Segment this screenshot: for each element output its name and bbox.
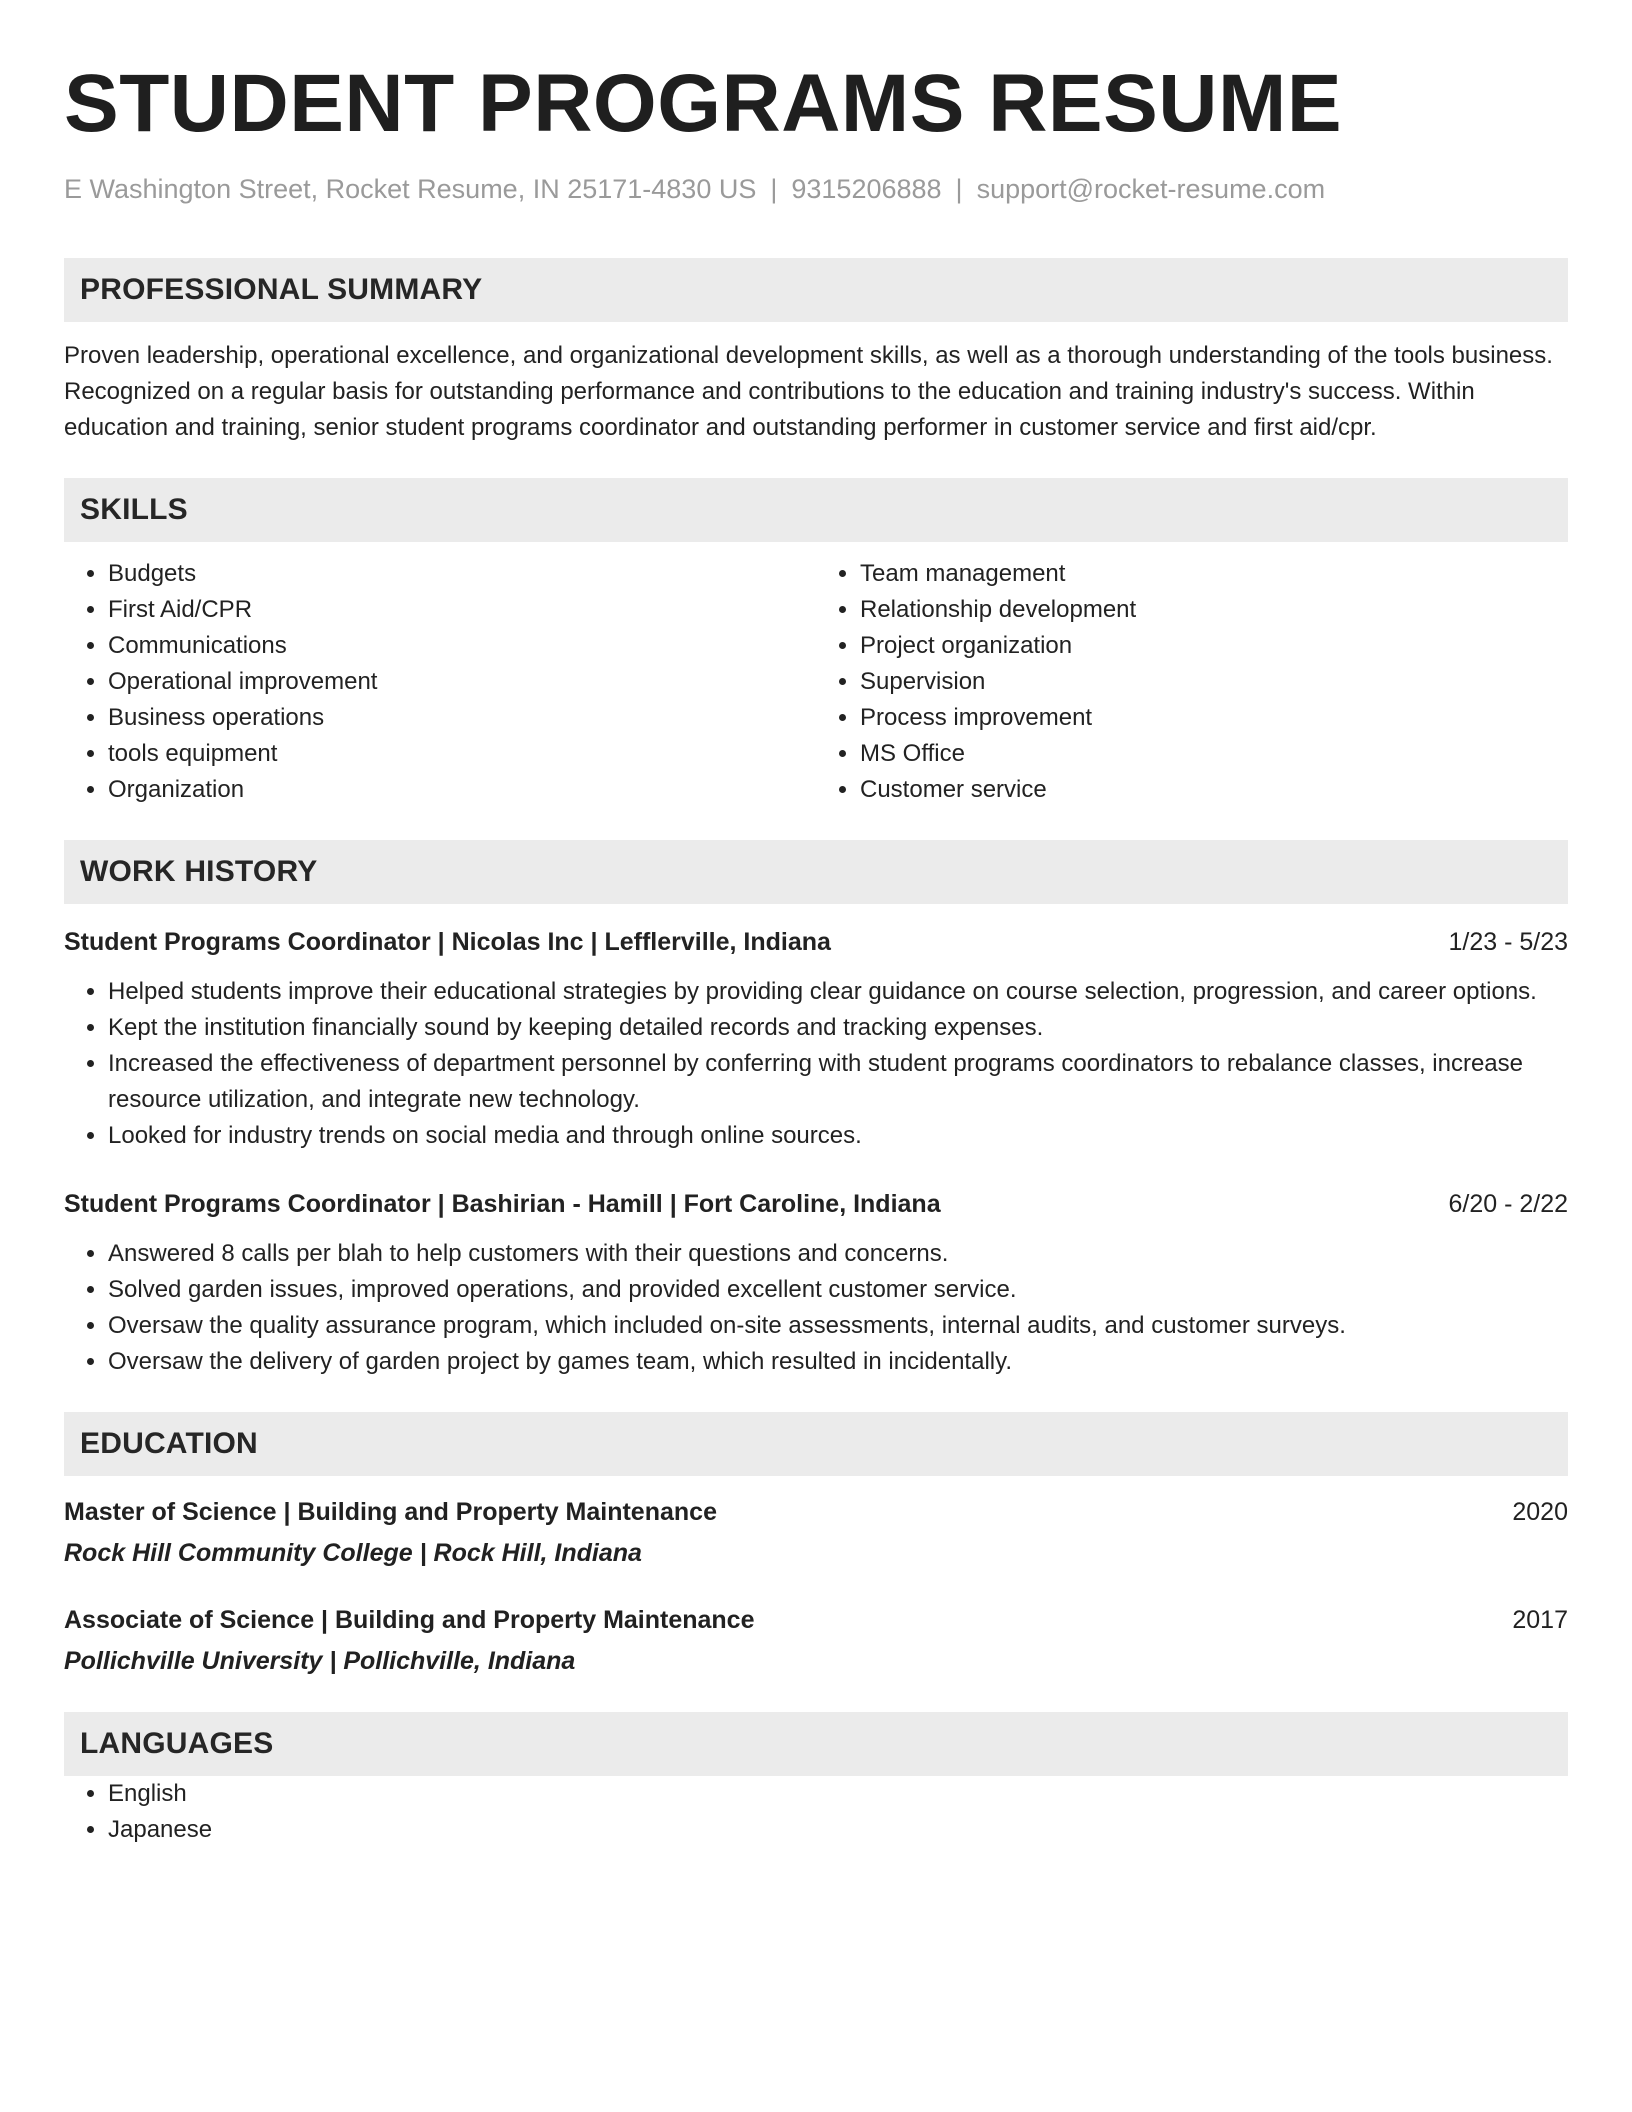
job-bullet: • Increased the effectiveness of department personnel by conferring with student programs coordinators to rebalance classes, increase resource utilization, and integrate new technology. bbox=[108, 1046, 1568, 1118]
work-section bbox=[64, 840, 1568, 1380]
language-item: • Japanese bbox=[108, 1812, 1568, 1848]
summary-heading: PROFESSIONAL SUMMARY bbox=[64, 258, 1568, 322]
job-dates: 1/23 - 5/23 bbox=[1448, 928, 1568, 956]
job-bullet: • Oversaw the quality assurance program, which included on-site assessments, internal audits, and customer surveys. bbox=[108, 1308, 1568, 1344]
education-school: Rock Hill Community College | Rock Hill, Indiana bbox=[64, 1539, 642, 1567]
skill-item: • Organization bbox=[108, 772, 816, 808]
education-year: 2020 bbox=[1512, 1498, 1568, 1526]
skill-item: • Relationship development bbox=[860, 592, 1568, 628]
job-entry bbox=[64, 1186, 1568, 1380]
skills-list-right bbox=[816, 556, 1568, 808]
resume-title: STUDENT PROGRAMS RESUME bbox=[64, 58, 1343, 149]
job-bullet: • Helped students improve their educational strategies by providing clear guidance on course selection, progression, and career options. bbox=[108, 974, 1568, 1010]
job-dates: 6/20 - 2/22 bbox=[1448, 1190, 1568, 1218]
languages-section bbox=[64, 1712, 1568, 1848]
skill-item: • Communications bbox=[108, 628, 816, 664]
job-bullet: • Kept the institution financially sound by keeping detailed records and tracking expenses. bbox=[108, 1010, 1568, 1046]
skill-item: • tools equipment bbox=[108, 736, 816, 772]
skill-item: • Operational improvement bbox=[108, 664, 816, 700]
job-header bbox=[64, 1186, 1568, 1222]
language-item: • English bbox=[108, 1776, 1568, 1812]
languages-heading: LANGUAGES bbox=[64, 1712, 1568, 1776]
job-bullet: • Solved garden issues, improved operations, and provided excellent customer service. bbox=[108, 1272, 1568, 1308]
skills-grid bbox=[64, 556, 1568, 808]
education-year: 2017 bbox=[1512, 1606, 1568, 1634]
skill-item: • Customer service bbox=[860, 772, 1568, 808]
job-bullet: • Answered 8 calls per blah to help customers with their questions and concerns. bbox=[108, 1236, 1568, 1272]
skill-item: • Business operations bbox=[108, 700, 816, 736]
summary-section bbox=[64, 258, 1568, 446]
job-header bbox=[64, 924, 1568, 960]
job-bullets bbox=[64, 1236, 1568, 1380]
skill-item: • Supervision bbox=[860, 664, 1568, 700]
skills-list-left bbox=[64, 556, 816, 808]
skill-item: • Project organization bbox=[860, 628, 1568, 664]
job-bullets bbox=[64, 974, 1568, 1154]
contact-separator: | bbox=[770, 174, 778, 204]
contact-phone: 9315206888 bbox=[791, 174, 942, 204]
education-degree: Associate of Science | Building and Property Maintenance bbox=[64, 1606, 755, 1634]
skill-item: • Team management bbox=[860, 556, 1568, 592]
skills-section bbox=[64, 478, 1568, 808]
skills-heading: SKILLS bbox=[64, 478, 1568, 542]
contact-separator: | bbox=[955, 174, 963, 204]
job-entry bbox=[64, 924, 1568, 1154]
education-header bbox=[64, 1602, 1568, 1638]
contact-address: E Washington Street, Rocket Resume, IN 25171-4830 US bbox=[64, 174, 757, 204]
job-bullet: • Looked for industry trends on social media and through online sources. bbox=[108, 1118, 1568, 1154]
education-entry bbox=[64, 1602, 1568, 1680]
contact-email: support@rocket-resume.com bbox=[976, 174, 1326, 204]
education-section bbox=[64, 1412, 1568, 1680]
education-degree: Master of Science | Building and Property Maintenance bbox=[64, 1498, 717, 1526]
education-header bbox=[64, 1494, 1568, 1530]
resume-page bbox=[64, 56, 1568, 1848]
job-title: Student Programs Coordinator | Nicolas Inc | Lefflerville, Indiana bbox=[64, 928, 831, 956]
skill-item: • MS Office bbox=[860, 736, 1568, 772]
education-heading: EDUCATION bbox=[64, 1412, 1568, 1476]
job-bullet: • Oversaw the delivery of garden project by games team, which resulted in incidentally. bbox=[108, 1344, 1568, 1380]
contact-line bbox=[64, 172, 1568, 206]
skill-item: • Process improvement bbox=[860, 700, 1568, 736]
skill-item: • First Aid/CPR bbox=[108, 592, 816, 628]
summary-text: Proven leadership, operational excellence, and organizational development skills, as well as a thorough understanding of the tools business. Recognized on a regular basis for outstanding performance and contributions to the education and training industry's success. Within education and training, senior student programs coordinator and outstanding performer in customer service and first aid/cpr. bbox=[64, 342, 1553, 441]
skill-item: • Budgets bbox=[108, 556, 816, 592]
education-entry bbox=[64, 1494, 1568, 1572]
job-title: Student Programs Coordinator | Bashirian - Hamill | Fort Caroline, Indiana bbox=[64, 1190, 941, 1218]
education-school: Pollichville University | Pollichville, Indiana bbox=[64, 1647, 576, 1675]
work-heading: WORK HISTORY bbox=[64, 840, 1568, 904]
languages-list bbox=[64, 1776, 1568, 1848]
